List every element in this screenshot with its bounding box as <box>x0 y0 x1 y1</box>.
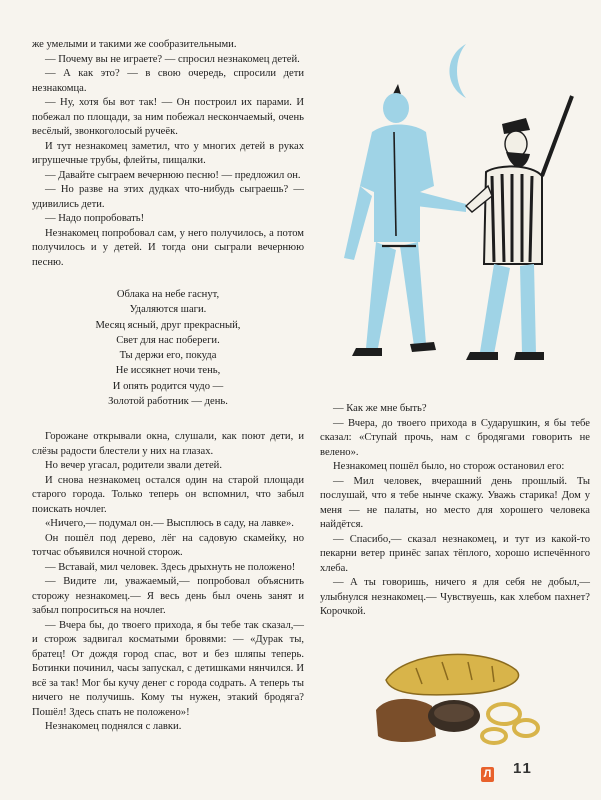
poem-line: Ты держи его, покуда <box>119 350 217 362</box>
paragraph: — Ну, хотя бы вот так! — Он построил их парами. И побежал по площади, за ним побежал нескончаемый, очень весёлый, звонкоголосый ручеёк. <box>32 97 304 137</box>
poem-line: Удаляются шаги. <box>129 304 207 316</box>
stranger-figure <box>344 84 466 356</box>
paragraph: Но вечер угасал, родители звали детей. <box>45 460 222 472</box>
paragraph: Незнакомец попробовал сам, у него получилось, а потом получилось и у детей. И тогда они сыграли вечернюю песню. <box>32 227 304 268</box>
litres-logo: Л <box>481 767 494 782</box>
paragraph: — Давайте сыграем вечернюю песню! — предложил он. <box>45 169 301 181</box>
paragraph: — Вчера бы, до твоего прихода, я бы тебе так сказал,— и сторож задвигал косматыми бровями: — «Дурак ты, братец! От дождя город спас, вот и без шляпы теперь. Ботинки починил, часы запускал, с детишками нянчился. И всё за так! Мог бы кучу денег с города содрать. А теперь ты ничего не получишь. Кому ты нужен, этакий бродяга? Пошёл! Здесь спать не положено»! <box>32 619 304 718</box>
poem-line: Золотой работник — день. <box>108 396 228 408</box>
moon-icon <box>450 44 467 98</box>
pretzel-icon <box>488 704 520 724</box>
paragraph: — Мил человек, вчерашний день прошлый. Ты послушай, что я тебе нынче скажу. Уважь старика! Дом у меня — не палаты, но место для хорошего человека найдётся. <box>320 475 590 530</box>
two-figures-illustration <box>316 36 586 386</box>
paragraph: Незнакомец поднялся с лавки. <box>45 721 182 733</box>
poem-line: Месяц ясный, друг прекрасный, <box>95 319 241 331</box>
paragraph: Незнакомец пошёл было, но сторож остановил его: <box>333 461 565 472</box>
poem-line: И опять родится чудо — <box>112 380 224 392</box>
paragraph: — А как это? — в свою очередь, спросили дети незнакомца. <box>32 68 304 94</box>
paragraph: — Но разве на этих дудках что-нибудь сыграешь? — удивились дети. <box>32 184 304 210</box>
paragraph: И снова незнакомец остался один на старой площади старого города. Только теперь он вспомнил, что забыл поискать ночлег. <box>32 474 304 515</box>
poem-line: Свет для нас побереги. <box>116 334 220 346</box>
loaf-icon <box>386 654 519 694</box>
bag-icon <box>376 699 436 742</box>
bread-illustration <box>376 640 546 750</box>
paragraph: И тут незнакомец заметил, что у многих детей в руках игрушечные трубы, флейты, пищалки. <box>32 140 304 166</box>
paragraph: — Надо попробовать! <box>45 213 145 224</box>
right-text-column <box>320 402 590 620</box>
paragraph: «Ничего,— подумал он.— Высплюсь в саду, на лавке». <box>45 518 294 530</box>
paragraph: — Спасибо,— сказал незнакомец, и тут из какой-то пекарни ветер принёс запах тёплого, хорошо испечённого хлеба. <box>320 533 590 574</box>
page-number: 11 <box>513 760 533 777</box>
poem-line: Не иссякнет ночи тень, <box>115 365 221 377</box>
paragraph: — А ты говоришь, ничего я для себя не добыл,— улыбнулся незнакомец.— Чувствуешь, как хлебом пахнет? Корочкой. <box>320 577 590 617</box>
paragraph: — Вчера, до твоего прихода в Сударушкин, я бы тебе сказал: «Ступай прочь, нам с бродягами говорить не велено». <box>320 417 590 458</box>
poem-line: Облака на небе гаснут, <box>116 289 220 300</box>
watchman-figure <box>466 96 572 360</box>
left-text-column <box>32 38 304 735</box>
paragraph: — Как же мне быть? <box>333 403 427 414</box>
paragraph: Горожане открывали окна, слушали, как поют дети, и слёзы радости блестели у них на глазах. <box>32 431 304 457</box>
paragraph: — Вставай, мил человек. Здесь дрыхнуть не положено! <box>45 561 296 573</box>
paragraph: Он пошёл под дерево, лёг на садовую скамейку, но тотчас объявился ночной сторож. <box>32 532 304 559</box>
poem <box>32 287 304 409</box>
paragraph: — Видите ли, уважаемый,— попробовал объяснить сторожу незнакомец.— Я весь день был очень занят и забыл попроситься на ночлег. <box>32 576 304 617</box>
paragraph: — Почему вы не играете? — спросил незнакомец детей. <box>45 53 300 65</box>
paragraph: же умелыми и такими же сообразительными. <box>32 39 237 50</box>
